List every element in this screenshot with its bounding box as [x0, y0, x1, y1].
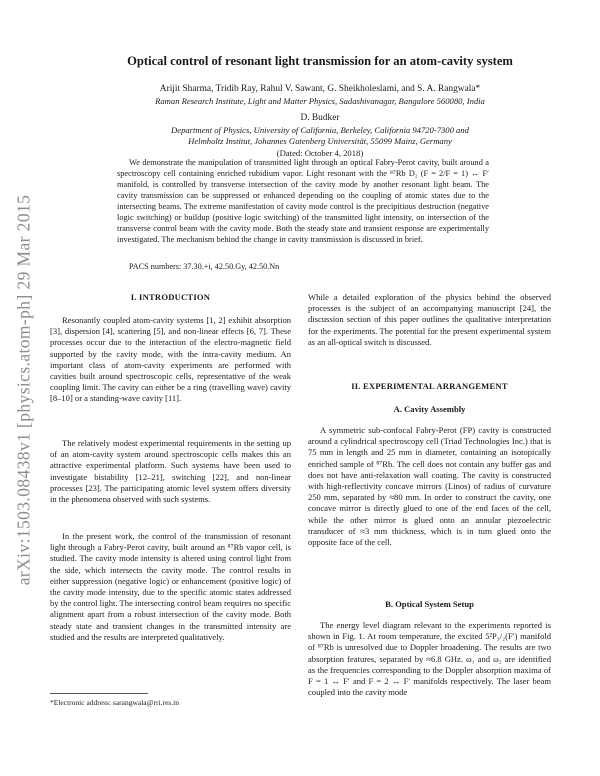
body-paragraph: In the present work, the control of the transmission of resonant light through a Fabry-Perot cavity, built around an ⁸⁷Rb vapor cell, is studied. The cavity mode intensity is altered using control light from the side, which intersects the cavity mode. The control results in either suppression (negative logic) or enhancement (positive logic) of the cavity mode intensity, due to the specific atomic states addressed by the control light. The intersecting control beam requires no specific alignment apart from a robust intersection of the cavity mode. Both steady state and transient changes in the transmitted intensity are studied and the results are interpreted qualitatively. [50, 531, 291, 642]
arxiv-identifier: arXiv:1503.08438v1 [physics.atom-ph] 29 Mar 2015 [13, 194, 34, 586]
body-paragraph: The energy level diagram relevant to the experiments reported is shown in Fig. 1. At room temperature, the excited 5²P₃/₂(F′) manifold of ⁸⁷Rb is unresolved due to Doppler broadening. The results are two absorption features, separated by ≈6.8 GHz. ω₁ and ω₂ are identified as the frequencies corresponding to the Doppler absorption maxima of F = 1 ↔ F′ and F = 2 ↔ F′ manifolds respectively. The laser beam coupled into the cavity mode [308, 620, 551, 698]
body-paragraph: The relatively modest experimental requirements in the setting up of an atom-cavity system around spectroscopic cells makes this an attractive experimental platform. Such systems have been used to investigate bistability [12–21], switching [22], and non-linear processes [23]. The participating atomic level system offers diversity in the phenomena observed with such systems. [50, 438, 291, 505]
affiliation-primary: Raman Research Institute, Light and Matter Physics, Sadashivanagar, Bangalore 560080, India [155, 96, 485, 106]
section-heading-introduction: I. INTRODUCTION [130, 292, 211, 302]
body-paragraph: A symmetric sub-confocal Fabry-Perot (FP) cavity is constructed around a cylindrical spectroscopy cell (Triad Technologies Inc.) that is 75 mm in length and 25 mm in diameter, containing an isotopically enriched sample of ⁸⁷Rb. The cell does not contain any buffer gas and does not have anti-relaxation wall coating. The cavity is constructed with high-reflectivity concave mirrors (Linos) of radius of curvature 250 mm, separated by ≈80 mm. In order to construct the cavity, one concave mirror is directly glued to one of the end faces of the cell, while the other mirror is glued onto an annular piezoelectric transducer of ≈3 mm thickness, which is in turn glued onto the opposite face of the cell. [308, 425, 551, 548]
right-paragraph-1 [308, 292, 551, 348]
left-paragraph-3 [50, 531, 291, 643]
right-paragraph-3 [308, 620, 551, 698]
left-paragraph-1 [50, 315, 291, 405]
footnote: *Electronic address: sarangwala@rri.res.in [50, 698, 179, 707]
section-heading-experimental: II. EXPERIMENTAL ARRANGEMENT [351, 381, 508, 391]
affiliation-secondary-line: Helmholtz Institut, Johannes Gutenberg Universität, 55099 Mainz, Germany [188, 136, 452, 146]
left-paragraph-2 [50, 438, 291, 505]
affiliation-secondary-line: Department of Physics, University of California, Berkeley, California 94720-7300 and [171, 125, 469, 135]
right-paragraph-2 [308, 425, 551, 548]
abstract-paragraph: We demonstrate the manipulation of transmitted light through an optical Fabry-Perot cavity, built around a spectroscopy cell containing enriched rubidium vapor. Light resonant with the ⁸⁷Rb D₂ (F = 2/F = 1) ↔ F′ manifold, is controlled by transverse intersection of the cavity mode by another resonant light beam. The cavity transmission can be suppressed or enhanced depending on the coupling of atomic states due to the intersecting beams. The extreme manifestation of cavity mode control is the precipitious destruction (negative logic switching) or buildup (positive logic switching) of the transmitted light intensity, on intersection of the transverse control beam with the cavity mode. Both the steady state and transient response are experimentally investigated. The mechanism behind the change in cavity transmission is discussed in brief. [117, 158, 489, 245]
affiliation-secondary [40, 125, 600, 147]
date-line: (Dated: October 4, 2018) [276, 148, 364, 158]
body-paragraph: While a detailed exploration of the physics behind the observed processes is the subject of an accompanying manuscript [24], the discussion section of this paper outlines the qualitative interpretation for the experiments. The potential for the present experimental system as an all-optical switch is discussed. [308, 292, 551, 347]
arxiv-stamp [6, 170, 42, 610]
abstract [117, 157, 489, 245]
pacs-numbers: PACS numbers: 37.30.+i, 42.50.Gy, 42.50.Nn [129, 262, 280, 271]
author-list-secondary: D. Budker [300, 113, 340, 123]
subsection-heading-cavity: A. Cavity Assembly [393, 404, 466, 414]
paper-title: Optical control of resonant light transmission for an atom-cavity system [127, 54, 513, 68]
body-paragraph: Resonantly coupled atom-cavity systems [1, 2] exhibit absorption [3], dispersion [4], scattering [5], and non-linear effects [6, 7]. These processes occur due to the interaction of the electro-magnetic field supported by the cavity mode, with the intra-cavity medium. An important class of atom-cavity experiments are performed with cavities built around spectroscopic cells, representative of the weak coupling limit. The cavity can either be a ring (travelling wave) cavity [8–10] or a standing-wave cavity [11]. [50, 315, 291, 404]
author-list-primary: Arijit Sharma, Tridib Ray, Rahul V. Sawant, G. Sheikholeslami, and S. A. Rangwala* [159, 84, 481, 94]
footnote-rule [50, 693, 148, 694]
subsection-heading-optical: B. Optical System Setup [385, 599, 474, 609]
